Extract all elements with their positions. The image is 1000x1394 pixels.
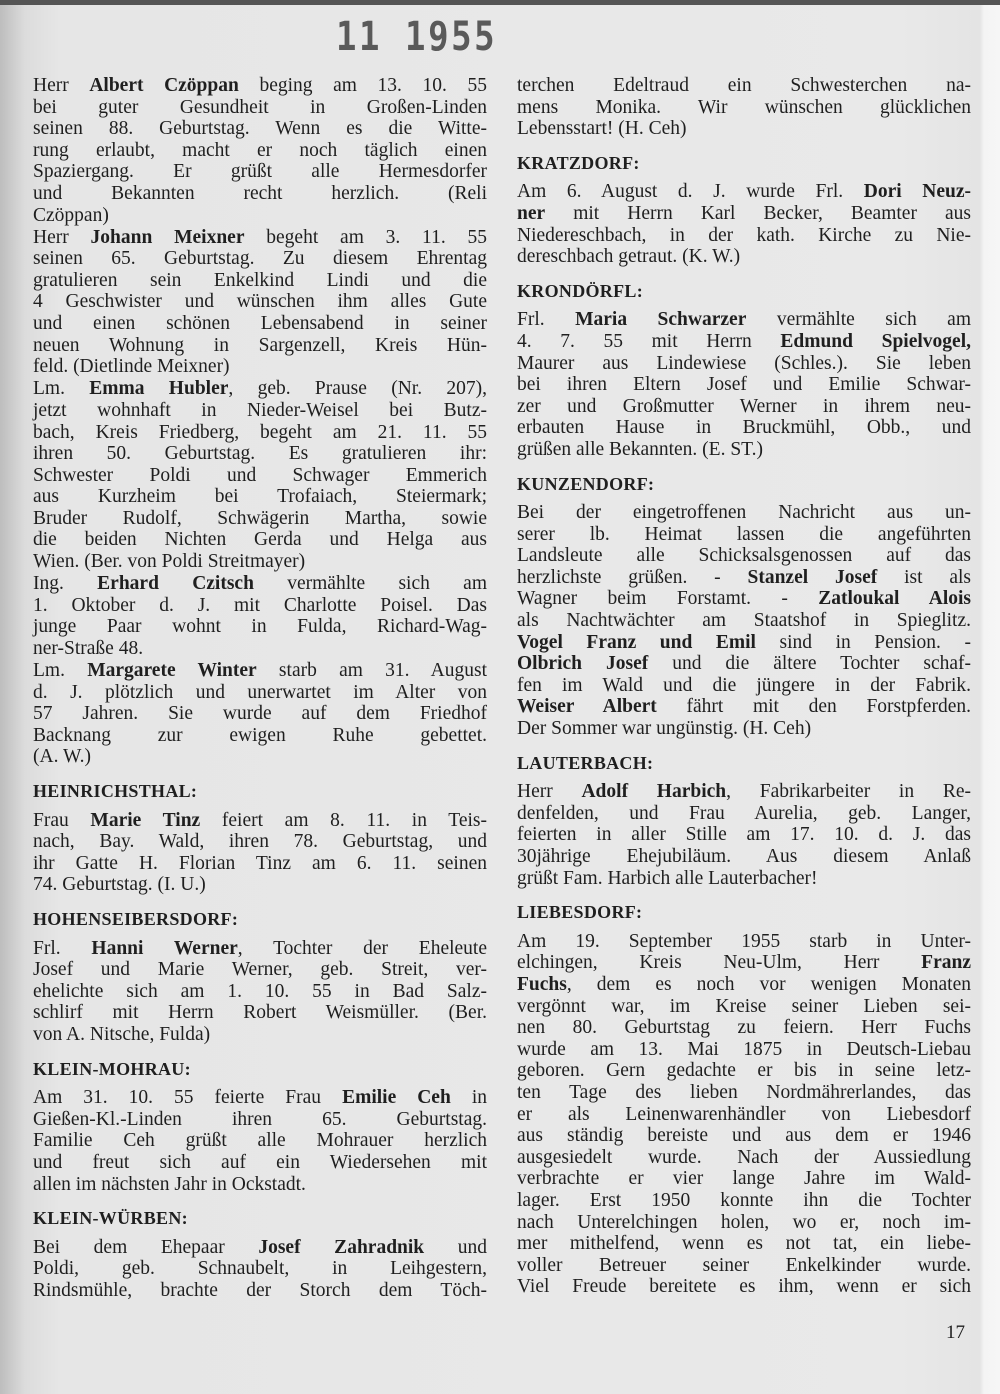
section-heading: LAUTERBACH: bbox=[517, 752, 654, 773]
text-line: zer und Großmutter Werner in ihrem neu- bbox=[517, 395, 971, 417]
text-line: mens Monika. Wir wünschen glücklichen bbox=[517, 96, 971, 118]
text-line: Frl. Hanni Werner, Tochter der Eheleute bbox=[33, 937, 488, 959]
news-item bbox=[517, 181, 971, 267]
person-name: Erhard Czitsch bbox=[97, 573, 254, 595]
text-line: Am 19. September 1955 starb in Unter- bbox=[517, 930, 971, 952]
news-item bbox=[33, 75, 487, 226]
section-heading: LIEBESDORF: bbox=[517, 902, 643, 923]
text-line: Der Sommer war ungünstig. (H. Ceh) bbox=[517, 718, 812, 740]
text-line: Niedereschbach, in der kath. Kirche zu Nie- bbox=[517, 224, 971, 246]
column-right bbox=[517, 75, 971, 1298]
text-line: Frau Marie Tinz feiert am 8. 11. in Teis- bbox=[33, 809, 487, 831]
text-line: mer mithelfend, wenn es not tat, ein liebe- bbox=[517, 1233, 971, 1255]
text-line: Josef und Marie Werner, geb. Streit, ver- bbox=[33, 959, 487, 981]
text-line: (A. W.) bbox=[33, 746, 91, 768]
text-line: feld. (Dietlinde Meixner) bbox=[33, 356, 230, 378]
person-name: Josef Zahradnik bbox=[258, 1236, 425, 1258]
text-line: denfelden, und Frau Aurelia, geb. Langer, bbox=[517, 802, 971, 824]
text-line: 74. Geburtstag. (I. U.) bbox=[33, 874, 206, 896]
text-line: grüßen alle Bekannten. (E. ST.) bbox=[517, 438, 764, 460]
text-line: Olbrich Josef und die ältere Tochter schaf- bbox=[517, 653, 971, 675]
text-line: Maurer aus Lindewiese (Schles.). Sie leben bbox=[517, 352, 971, 374]
person-name: Albert Czöppan bbox=[89, 75, 239, 96]
section-heading: KLEIN-WÜRBEN: bbox=[33, 1208, 188, 1229]
text-line: Rindsmühle, brachte der Storch dem Töch- bbox=[33, 1279, 487, 1301]
text-line: voller Betreuer seiner Enkelkinder wurde. bbox=[517, 1254, 971, 1276]
text-line: ausgesiedelt wurde. Nach der Aussiedlung bbox=[517, 1146, 971, 1168]
news-item bbox=[33, 378, 487, 572]
text-line: ten Tage des lieben Nordmährerlandes, das bbox=[517, 1081, 971, 1103]
text-line: Poldi, geb. Schnaubelt, in Leihgestern, bbox=[33, 1258, 487, 1280]
text-line: Frl. Maria Schwarzer vermählte sich am bbox=[517, 309, 971, 331]
text-line: grüßt Fam. Harbich alle Lauterbacher! bbox=[517, 867, 818, 889]
text-line: Landsleute alle Schicksalsgenossen auf das bbox=[517, 545, 971, 567]
text-line: herzlichste grüßen. - Stanzel Josef ist als bbox=[517, 566, 971, 588]
text-line: gratulieren sein Enkelkind Lindi und die bbox=[33, 269, 487, 291]
text-line: nach Unterelchingen holen, wo er, noch im- bbox=[517, 1211, 971, 1233]
text-line: seinen 65. Geburtstag. Zu diesem Ehrentag bbox=[33, 248, 487, 270]
person-name: Vogel Franz und Emil bbox=[517, 631, 756, 653]
text-line: 57 Jahren. Sie wurde auf dem Friedhof bbox=[33, 703, 487, 725]
text-line: bei ihren Eltern Josef und Emilie Schwar- bbox=[517, 374, 971, 396]
text-line: allen im nächsten Jahr in Ockstadt. bbox=[33, 1173, 306, 1195]
person-name: Johann Meixner bbox=[90, 226, 245, 248]
text-line: bei guter Gesundheit in Großen-Linden bbox=[33, 96, 487, 118]
text-line: lager. Erst 1950 konnte ihn die Tochter bbox=[517, 1189, 971, 1211]
text-line: Wien. (Ber. von Poldi Streitmayer) bbox=[33, 551, 306, 573]
text-line: Familie Ceh grüßt alle Mohrauer herzlich bbox=[33, 1130, 487, 1152]
text-line: er als Leinenwarenhändler von Liebesdorf bbox=[517, 1103, 971, 1125]
text-line: aus Kurzheim bei Trofaiach, Steiermark; bbox=[33, 486, 487, 508]
news-item bbox=[33, 660, 487, 768]
text-line: Lm. Margarete Winter starb am 31. August bbox=[33, 660, 487, 682]
text-line: Am 6. August d. J. wurde Frl. Dori Neuz- bbox=[517, 181, 971, 203]
person-name: Olbrich Josef bbox=[517, 653, 649, 675]
text-line: Spaziergang. Er grüßt alle Hermesdorfer bbox=[33, 161, 487, 183]
text-line: Bei der eingetroffenen Nachricht aus un- bbox=[517, 502, 971, 524]
text-line: ihr Gatte H. Florian Tinz am 6. 11. seinen bbox=[33, 852, 487, 874]
text-line: schlirf mit Herrn Robert Weismüller. (Ber. bbox=[33, 1002, 487, 1024]
scan-edge bbox=[0, 0, 1000, 5]
news-item bbox=[517, 75, 971, 140]
date-stamp: 11 1955 bbox=[336, 14, 498, 60]
person-name: Edmund Spielvogel, bbox=[780, 330, 971, 352]
news-item bbox=[33, 938, 487, 1046]
text-line: aus ständig bereiste und aus dem er 1946 bbox=[517, 1125, 971, 1147]
news-item bbox=[33, 1087, 487, 1195]
text-line: Viel Freude bereitete es ihm, wenn er sich bbox=[517, 1276, 971, 1298]
text-line: verbrachte er vier lange Jahre im Wald- bbox=[517, 1168, 971, 1190]
text-line: rung erlaubt, macht er noch täglich einen bbox=[33, 139, 487, 161]
text-line: 4 Geschwister und wünschen ihm alles Gute bbox=[33, 291, 487, 313]
text-line: Czöppan) bbox=[33, 204, 109, 226]
text-line: ner-Straße 48. bbox=[33, 637, 144, 659]
text-line: und Bekannten recht herzlich. (Reli bbox=[33, 182, 487, 204]
section-heading: KUNZENDORF: bbox=[517, 473, 655, 494]
text-line: Herr Adolf Harbich, Fabrikarbeiter in Re- bbox=[517, 781, 971, 803]
news-item bbox=[33, 227, 487, 378]
news-item bbox=[33, 1237, 487, 1302]
text-line: jetzt wohnhaft in Nieder-Weisel bei Butz- bbox=[33, 399, 487, 421]
news-item bbox=[517, 931, 971, 1298]
text-line: Herr Albert Czöppan beging am 13. 10. 55 bbox=[33, 75, 487, 96]
text-line: geboren. Gern gedachte er bis in seine letz- bbox=[517, 1060, 971, 1082]
person-name: Dori Neuz- bbox=[863, 181, 971, 203]
person-name: Maria Schwarzer bbox=[575, 309, 747, 331]
person-name: Fuchs bbox=[517, 973, 567, 995]
text-line: Wagner beim Forstamt. - Zatloukal Alois bbox=[517, 588, 971, 610]
text-line: Fuchs, dem es noch vor wenigen Monaten bbox=[517, 973, 971, 995]
person-name: Zatloukal Alois bbox=[818, 588, 971, 610]
text-line: terchen Edeltraud ein Schwesterchen na- bbox=[517, 75, 971, 96]
text-line: seinen 88. Geburtstag. Wenn es die Witte- bbox=[33, 118, 487, 140]
news-item bbox=[517, 502, 971, 740]
text-line: fen im Wald und die jüngere in der Fabrik. bbox=[517, 674, 971, 696]
text-line: vergönnt war, im Kreise seiner Lieben sei- bbox=[517, 995, 971, 1017]
text-line: und einen schönen Lebensabend in seiner bbox=[33, 313, 487, 335]
person-name: Franz bbox=[921, 952, 971, 974]
person-name: ner bbox=[517, 202, 546, 224]
text-line: erbauten Hause in Bruckmühl, Obb., und bbox=[517, 417, 971, 439]
person-name: Adolf Harbich bbox=[581, 781, 727, 803]
text-line: Schwester Poldi und Schwager Emmerich bbox=[33, 464, 487, 486]
text-line: wurde am 13. Mai 1875 in Deutsch-Liebau bbox=[517, 1038, 971, 1060]
text-line: und freut sich auf ein Wiedersehen mit bbox=[33, 1151, 487, 1173]
text-line: elchingen, Kreis Neu-Ulm, Herr Franz bbox=[517, 952, 971, 974]
text-line: Gießen-Kl.-Linden ihren 65. Geburtstag. bbox=[33, 1108, 487, 1130]
text-line: ehelichte sich am 1. 10. 55 in Bad Salz- bbox=[33, 980, 487, 1002]
text-line: nen 80. Geburtstag zu feiern. Herr Fuchs bbox=[517, 1017, 971, 1039]
section-heading: KRONDÖRFL: bbox=[517, 280, 643, 301]
text-line: Herr Johann Meixner begeht am 3. 11. 55 bbox=[33, 226, 488, 248]
news-item bbox=[33, 810, 487, 896]
section-heading: KLEIN-MOHRAU: bbox=[33, 1058, 191, 1079]
text-line: die beiden Nichten Gerda und Helga aus bbox=[33, 529, 487, 551]
text-line: neuen Wohnung in Sargenzell, Kreis Hün- bbox=[33, 334, 487, 356]
news-item bbox=[517, 309, 971, 460]
text-line: Bei dem Ehepaar Josef Zahradnik und bbox=[33, 1236, 488, 1258]
person-name: Margarete Winter bbox=[87, 660, 257, 682]
text-line: ihren 50. Geburtstag. Es gratulieren ihr: bbox=[33, 443, 487, 465]
news-item bbox=[517, 781, 971, 889]
text-line: Am 31. 10. 55 feierte Frau Emilie Ceh in bbox=[33, 1087, 487, 1109]
text-line: ner mit Herrn Karl Becker, Beamter aus bbox=[517, 202, 971, 224]
section-heading: HOHENSEIBERSDORF: bbox=[33, 908, 239, 929]
text-line: Weiser Albert fährt mit den Forstpferden. bbox=[517, 696, 971, 718]
text-line: Lebensstart! (H. Ceh) bbox=[517, 118, 687, 140]
text-line: bach, Kreis Friedberg, begeht am 21. 11. 55 bbox=[33, 421, 487, 443]
news-item bbox=[33, 573, 487, 659]
text-line: Lm. Emma Hubler, geb. Prause (Nr. 207), bbox=[33, 378, 487, 400]
text-line: d. J. plötzlich und unerwartet im Alter von bbox=[33, 681, 487, 703]
text-line: nach, Bay. Wald, ihren 78. Geburtstag, und bbox=[33, 831, 487, 853]
text-line: serer lb. Heimat lassen die angeführten bbox=[517, 523, 971, 545]
text-line: Bruder Rudolf, Schwägerin Martha, sowie bbox=[33, 507, 487, 529]
text-line: von A. Nitsche, Fulda) bbox=[33, 1023, 211, 1045]
section-heading: HEINRICHSTHAL: bbox=[33, 781, 198, 801]
text-line: 4. 7. 55 mit Herrn Edmund Spielvogel, bbox=[517, 330, 971, 352]
text-line: dereschbach getraut. (K. W.) bbox=[517, 246, 741, 268]
person-name: Marie Tinz bbox=[90, 809, 201, 831]
text-line: 30jährige Ehejubiläum. Aus diesem Anlaß bbox=[517, 846, 971, 867]
person-name: Stanzel Josef bbox=[747, 566, 878, 588]
text-line: Vogel Franz und Emil sind in Pension. - bbox=[517, 631, 971, 653]
text-line: Ing. Erhard Czitsch vermählte sich am bbox=[33, 573, 487, 595]
text-line: junge Paar wohnt in Fulda, Richard-Wag- bbox=[33, 616, 487, 638]
person-name: Emilie Ceh bbox=[342, 1087, 451, 1109]
text-line: 1. Oktober d. J. mit Charlotte Poisel. Das bbox=[33, 594, 487, 616]
text-line: feierten in aller Stille am 17. 10. d. J. das bbox=[517, 824, 971, 846]
section-heading: KRATZDORF: bbox=[517, 152, 640, 173]
person-name: Hanni Werner bbox=[91, 937, 238, 959]
person-name: Emma Hubler bbox=[89, 378, 229, 400]
text-line: als Nachtwächter am Staatshof in Spieglitz. bbox=[517, 610, 971, 632]
person-name: Weiser Albert bbox=[517, 696, 657, 718]
page-number: 17 bbox=[946, 1322, 965, 1343]
text-line: Backnang zur ewigen Ruhe gebettet. bbox=[33, 724, 487, 746]
column-left bbox=[33, 75, 487, 1302]
